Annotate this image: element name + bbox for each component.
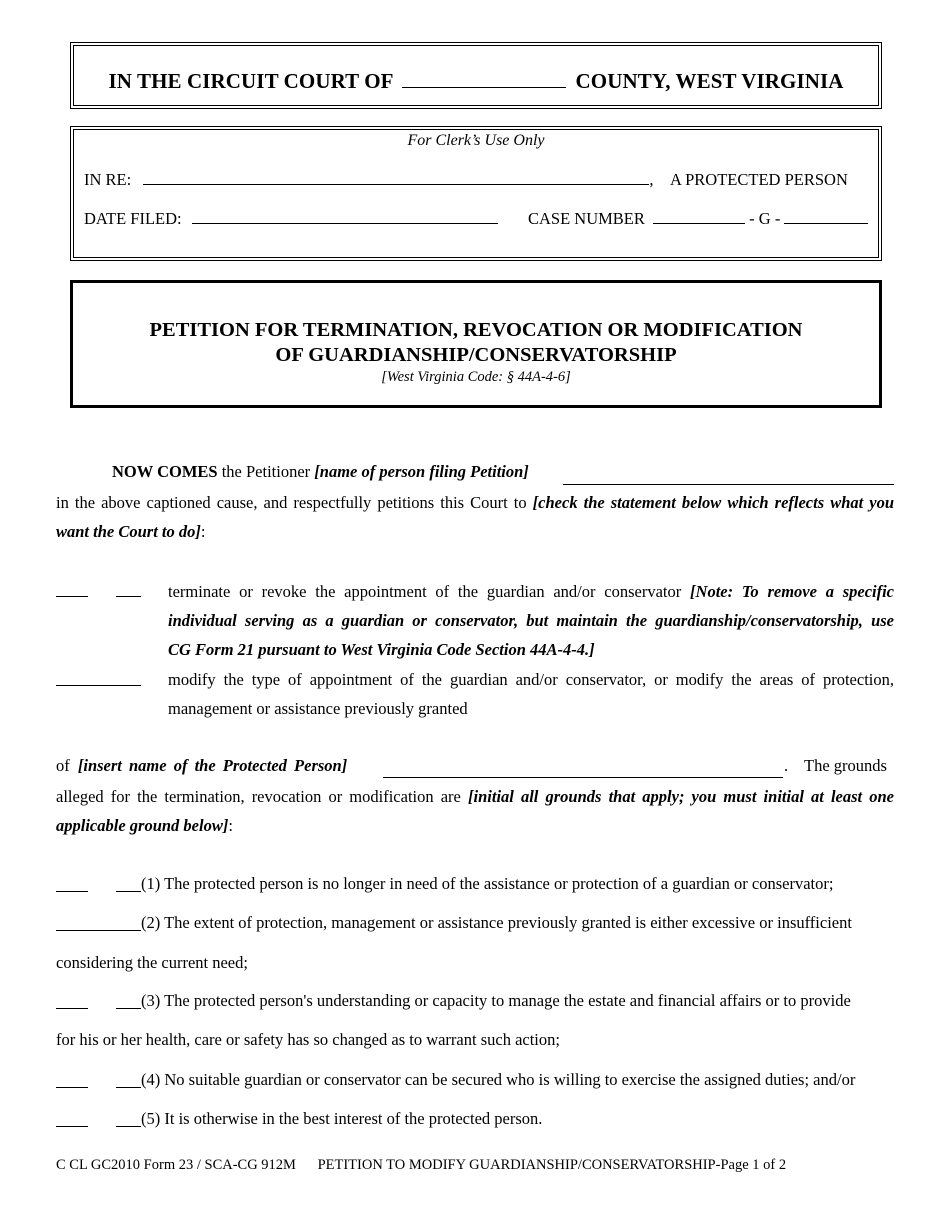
ground-2-line-2: considering the current need; xyxy=(56,953,248,972)
ground-3-line-2: for his or her health, care or safety has so changed as to warrant such action; xyxy=(56,1030,560,1049)
terminate-line-3: CG Form 21 pursuant to West Virginia Code Section 44A-4-4.] xyxy=(168,640,595,659)
now-comes-line xyxy=(112,462,529,482)
in-re-blank[interactable] xyxy=(143,170,649,185)
terminate-line-1 xyxy=(168,577,894,606)
petition-title xyxy=(73,318,879,368)
footer-form-id: C CL GC2010 Form 23 / SCA-CG 912M xyxy=(56,1157,296,1173)
ground-5-check-a[interactable] xyxy=(56,1112,88,1127)
petition-title-line2: OF GUARDIANSHIP/CONSERVATORSHIP xyxy=(275,344,677,366)
court-prefix: IN THE CIRCUIT COURT OF xyxy=(108,69,393,93)
initial-prompt-a: [initial all grounds that apply; you must initial at least one xyxy=(468,787,895,806)
date-filed-label: DATE FILED: xyxy=(84,209,182,228)
modify-check[interactable] xyxy=(56,671,141,686)
ground-2-line-1: (2) The extent of protection, management or assistance previously granted is either excessive or insufficient xyxy=(141,913,852,932)
ground-4: (4) No suitable guardian or conservator can be secured who is willing to exercise the assigned duties; and/or xyxy=(141,1070,856,1089)
ground-4-check-a[interactable] xyxy=(56,1073,88,1088)
modify-line-2: management or assistance previously granted xyxy=(168,699,468,718)
intro-line-2 xyxy=(56,488,894,517)
case-number-blank-2[interactable] xyxy=(784,209,868,224)
ground-3-check-b[interactable] xyxy=(116,994,141,1009)
court-suffix: COUNTY, WEST VIRGINIA xyxy=(575,69,844,93)
court-title xyxy=(71,69,881,94)
intro-text: in the above captioned cause, and respectfully petitions this Court to xyxy=(56,493,527,512)
court-header-box xyxy=(70,42,882,109)
protected-person-blank[interactable] xyxy=(383,763,783,778)
ground-5-check-b[interactable] xyxy=(116,1112,141,1127)
case-number-row xyxy=(528,209,868,229)
case-number-blank-1[interactable] xyxy=(653,209,745,224)
grounds-intro-line-2 xyxy=(56,782,894,811)
ground-5: (5) It is otherwise in the best interest of the protected person. xyxy=(141,1109,543,1128)
colon: : xyxy=(200,522,206,541)
colon-2: : xyxy=(228,816,233,835)
terminate-check-b[interactable] xyxy=(116,582,141,597)
petition-title-line1: PETITION FOR TERMINATION, REVOCATION OR MODIFICATION xyxy=(149,319,803,341)
petition-code: [West Virginia Code: § 44A-4-6] xyxy=(381,369,571,385)
ground-1-check-b[interactable] xyxy=(116,877,141,892)
initial-prompt-b: applicable ground below] xyxy=(56,816,229,835)
insert-prompt: [insert name of the Protected Person] xyxy=(77,756,348,775)
footer xyxy=(56,1157,786,1174)
grounds-text: alleged for the termination, revocation or modification are xyxy=(56,787,461,806)
terminate-line-2: individual serving as a guardian or conservator, but maintain the guardianship/conservatorship, use xyxy=(168,611,894,630)
ground-3-line-1: (3) The protected person's understanding or capacity to manage the estate and financial affairs or to provide xyxy=(141,991,851,1010)
petition-title-box xyxy=(70,280,882,408)
in-re-label: IN RE: xyxy=(84,170,132,189)
petitioner-name-blank[interactable] xyxy=(563,470,894,485)
ground-1-check-a[interactable] xyxy=(56,877,88,892)
of: of xyxy=(56,756,70,775)
modify-line-1: modify the type of appointment of the guardian and/or conservator, or modify the areas of protection, xyxy=(168,670,894,689)
date-filed-row xyxy=(84,209,498,229)
terminate-note-a: [Note: To remove a specific xyxy=(690,582,895,601)
check-prompt-b: want the Court to do] xyxy=(56,522,201,541)
the-grounds: The grounds xyxy=(804,756,887,775)
case-number-label: CASE NUMBER xyxy=(528,209,645,228)
period: . xyxy=(784,756,789,775)
clerk-use-only: For Clerk’s Use Only xyxy=(407,132,545,149)
ground-2-check[interactable] xyxy=(56,916,141,931)
the-petitioner: the Petitioner xyxy=(221,462,311,481)
clerk-box xyxy=(70,126,882,261)
grounds-intro-line-1 xyxy=(56,756,347,776)
protected-person-label: A PROTECTED PERSON xyxy=(670,170,848,189)
date-filed-blank[interactable] xyxy=(192,209,498,224)
case-number-sep: - G - xyxy=(749,209,781,228)
grounds-intro-line-3 xyxy=(56,811,894,840)
terminate-check-a[interactable] xyxy=(56,582,88,597)
footer-page-label: PETITION TO MODIFY GUARDIANSHIP/CONSERVATORSHIP-Page 1 of 2 xyxy=(317,1157,787,1173)
check-prompt-a: [check the statement below which reflects what you xyxy=(532,493,895,512)
in-re-row: IN RE: , xyxy=(84,170,654,189)
now-comes: NOW COMES xyxy=(112,462,218,481)
terminate-text: terminate or revoke the appointment of the guardian and/or conservator xyxy=(168,582,682,601)
intro-line-3 xyxy=(56,517,894,546)
county-blank[interactable] xyxy=(402,73,566,88)
ground-1: (1) The protected person is no longer in need of the assistance or protection of a guardian or conservator; xyxy=(141,874,834,893)
ground-3-check-a[interactable] xyxy=(56,994,88,1009)
ground-4-check-b[interactable] xyxy=(116,1073,141,1088)
name-prompt: [name of person filing Petition] xyxy=(314,462,529,481)
